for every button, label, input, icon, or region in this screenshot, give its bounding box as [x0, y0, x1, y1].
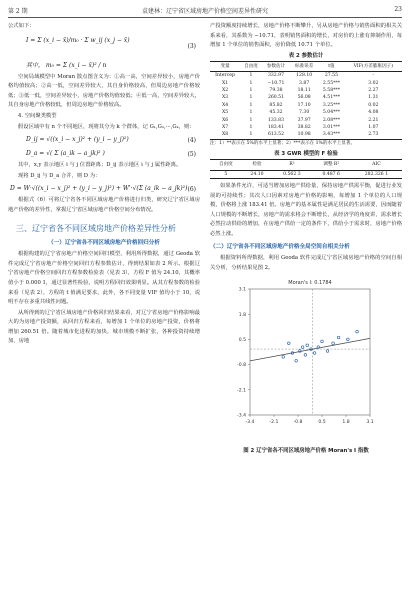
table-row: [210, 131, 402, 139]
equation-4: [8, 133, 200, 147]
table-cell: 45.32: [269, 110, 283, 116]
paragraph: 其中，x,y 表示地区 i 与 j 位置距离；D_ij 表示地区 i 与 j 属性距离。: [18, 162, 182, 169]
table-row: [210, 124, 402, 131]
table-cell: 1: [249, 110, 253, 116]
data-point: [326, 350, 329, 353]
table-cell: 1: [240, 131, 262, 139]
y-tick-label: -2.1: [237, 388, 246, 394]
table-header-cell: 标准误差: [290, 61, 318, 71]
table-cell: -: [372, 73, 375, 79]
table-3-caption: 表 3 GWR 模型的 F 检验: [274, 151, 338, 158]
table-cell: X4: [221, 102, 229, 108]
y-tick-label: 3.1: [238, 288, 246, 294]
table-cell: 0.562 3: [272, 170, 311, 178]
table-cell: 1: [249, 80, 253, 86]
y-tick-label: -0.8: [237, 363, 246, 369]
x-tick-label: 1.8: [342, 420, 350, 426]
table-header-cell: 调整 R²: [312, 160, 351, 170]
table-cell: 1: [249, 95, 253, 101]
y-tick-label: 0.5: [238, 338, 246, 344]
equation-body: I = Σ (x_i − x̄)/m₀ · Σ w_ij (x_j − x̄): [26, 36, 130, 44]
y-tick-label: 1.8: [238, 313, 246, 319]
x-tick-label: 0.5: [318, 420, 326, 426]
table-2-caption: 表 2 参数估计: [288, 52, 324, 59]
table-header-row: [210, 160, 402, 170]
table-header-row: [210, 61, 402, 71]
running-title: 袁建林：辽宁省区域房地产价格空间差异性研究: [141, 8, 268, 15]
table-cell: 18.11: [297, 88, 311, 93]
table-cell: 2.73: [345, 131, 402, 139]
paragraph: 假设区域中有 n 个不同地区，现将其分为 k 个群体，记 G₁,G₂,···,Gₖ，则：: [18, 123, 195, 130]
table-header-cell: t值: [318, 61, 344, 71]
table-cell: 3.43***: [318, 131, 344, 139]
table-row: [210, 170, 402, 178]
data-point: [282, 356, 285, 359]
plot-frame: [250, 289, 370, 415]
table-row: [210, 87, 402, 94]
x-tick-label: -0.8: [293, 420, 303, 426]
paragraph: 如果条件允许，可适当增加房地产供给量，保持房地产供需平衡，促进行业发展的可持续性；其次人口因素对房地产价格的影响，每增加 1 个单位的人口规模，价格将上涨 183.41 倍。房地产的基本属性是满足居民的生活需要，因而随着人口规模的不断增长，房地产的需求将会不断增长，从经济学的角度讲，需求增长必然拉动供给的增加，在房地产供给一定的条件下，供给小于需求时，房地产价格必然上涨。: [210, 183, 402, 238]
left-column: [8, 22, 200, 348]
x-tick-label: -2.1: [269, 420, 279, 426]
table-header-cell: 变量: [210, 61, 240, 71]
data-point: [306, 344, 309, 347]
table-header-cell: 自由度: [240, 61, 262, 71]
table-cell: 24.10: [242, 170, 272, 178]
table-header-cell: R²: [272, 160, 311, 170]
header-rule: [8, 17, 402, 18]
table-cell: X7: [221, 125, 229, 131]
equation-3: [8, 33, 200, 59]
table-cell: 37.97: [297, 117, 311, 123]
paragraph: 从所得到的辽宁省区域房地产价格回归结果来看，对辽宁省房地产价格影响最大的为房地产投资额，从回归方程来看，每增加 1 个单位的房地产投资，价格将增加 260.51 倍。随着城市化进程的加快，城市规模不断扩张，各种投资持续增加，房地: [8, 309, 200, 345]
table-cell: 3.25***: [322, 102, 341, 108]
table-cell: X3: [221, 95, 229, 101]
paragraph: 根据构建的辽宁省房地产价格空间回归模型，利用所得数据，通过 Geoda 软件完成辽宁省房地产价格空间回归方程参数估计，得到结果如表 2 所示。根据辽宁省房地产价格空间回归方程参数检验表（见表 3），方程 F 值为 24.10，其概率值小于 0.000 1，通过显著性检验，说明方程回归效果明显。从其方程参数的检验来看（见表 2），方程的 t 值满足要求，此外，各不同变量 VIF 值均小于 10，说明不存在多重共线性问题。: [8, 251, 200, 306]
table-2: [210, 61, 402, 140]
table-cell: 3.02: [368, 80, 379, 86]
table-cell: 4.51***: [322, 95, 341, 101]
table-cell: 1: [249, 125, 253, 131]
table-header-cell: AIC: [351, 160, 402, 170]
table-header-cell: VIF(方差膨胀因子): [345, 61, 402, 71]
data-point: [301, 346, 304, 349]
x-tick-label: -3.4: [245, 420, 255, 426]
table-cell: 7.30: [299, 110, 310, 116]
table-cell: X1: [221, 80, 229, 86]
data-point: [287, 342, 290, 345]
data-point: [304, 354, 307, 357]
paragraph: 公式如下：: [8, 23, 35, 29]
equation-body: D = W·√((x_i − x_j)² + (y_i − y_j)²) + W'·√(Σ (a_ik − a_jk)²): [10, 185, 188, 193]
moran-scatter-chart: [210, 275, 402, 443]
moran-scatter-svg: [210, 275, 402, 437]
table-cell: 0.02: [368, 102, 379, 108]
data-point: [337, 337, 340, 340]
table-cell: 85.82: [269, 102, 283, 108]
table-cell: 1: [249, 102, 253, 108]
table-cell: 1.31: [368, 95, 379, 101]
table-header-cell: 参数估计: [262, 61, 290, 71]
data-point: [356, 331, 359, 334]
data-point: [313, 352, 316, 355]
table-cell: 2.08***: [322, 117, 341, 123]
data-point: [295, 360, 298, 363]
table-cell: 27.55: [324, 73, 339, 79]
equation-body: 其中， m₀ = Σ (x_i − x̄)² / n: [26, 61, 107, 69]
right-column: [210, 22, 402, 457]
table-cell: 17.10: [297, 102, 311, 108]
subsection-heading: （二）辽宁省各不同区域房地产价格全局空间自相关分析: [210, 243, 350, 250]
table-cell: 3.01***: [322, 125, 341, 131]
table-cell: X8: [210, 131, 240, 139]
data-point: [332, 342, 335, 345]
table-cell: X5: [221, 110, 229, 116]
equation-number: (6): [187, 186, 196, 194]
table-cell: 1: [249, 88, 253, 93]
paragraph: 产投资额度持续增长，房地产价格不断攀升，另从房地产价格与销售面积的相关关系来看，其系数为 −10.71，表明销售面积的增长，对房价的上涨有抑制作用，每增加 1 个单位的销售面积，房价降低 10.71 个单位。: [210, 23, 402, 49]
table-cell: 5: [210, 170, 242, 178]
data-point: [321, 340, 324, 343]
table-cell: 260.51: [267, 95, 285, 101]
table-cell: 613.52: [262, 131, 290, 139]
table-row: [210, 94, 402, 101]
y-tick-label: -3.4: [237, 414, 246, 420]
x-tick-label: 3.1: [366, 420, 374, 426]
equation-body: D_ij = √((x_i − x_j)² + (y_i − y_j)²): [26, 136, 129, 144]
table-2-note: 注：1）**表示在 5%的水平上显著；2）***表示在 1%的水平上显著。: [210, 140, 356, 146]
table-cell: 2.21: [368, 117, 379, 123]
section-heading: 三、辽宁省各不同区域房地产价格差异性分析: [16, 223, 176, 233]
paragraph: 根据资料所得数据，利用 Geoda 软件完成辽宁省区域房地产价格的空间自相关分析，分析结果见图 2。: [210, 255, 402, 271]
table-cell: Intercep: [215, 73, 235, 79]
issue-number: 第 2 期: [8, 8, 28, 15]
table-cell: 1: [249, 117, 253, 123]
table-row: [210, 102, 402, 109]
equation-number: (3): [187, 42, 196, 50]
table-cell: 0.487 6: [312, 170, 351, 178]
table-cell: 332.97: [267, 73, 285, 79]
figure-2-caption: 图 2 辽宁省各不同区域房地产价格 Moran's I 指数: [243, 448, 369, 455]
table-cell: 10.98: [290, 131, 318, 139]
table-header-cell: 检验: [242, 160, 272, 170]
table-cell: 2.27: [368, 88, 379, 93]
table-cell: 4.08: [368, 110, 379, 116]
table-cell: X2: [221, 88, 229, 93]
table-cell: 133.83: [267, 117, 285, 123]
table-cell: X6: [221, 117, 229, 123]
table-cell: 183.41: [267, 125, 285, 131]
table-cell: 5.04***: [322, 110, 341, 116]
table-row: [210, 80, 402, 87]
data-point: [347, 339, 350, 342]
page-number: 23: [394, 6, 402, 13]
table-header-cell: 自由度: [210, 160, 242, 170]
chart-title: Moran's I: 0.1784: [288, 280, 332, 287]
table-cell: 56.08: [297, 95, 311, 101]
equation-body: D_a = √( Σ (a_ik − a_jk)² ): [26, 150, 105, 158]
table-cell: 5.58***: [322, 88, 341, 93]
table-3: [210, 159, 402, 179]
table-cell: −10.71: [267, 80, 285, 86]
subsection-heading: （一）辽宁省各不同区域房地产价格回归分析: [48, 239, 160, 246]
paragraph-heading: 4. 空间聚类模型: [18, 112, 57, 119]
table-row: [210, 117, 402, 124]
table-cell: 1: [249, 73, 253, 79]
equation-number: (4): [187, 137, 196, 145]
table-cell: 128.10: [296, 73, 313, 79]
table-cell: 3.87: [299, 80, 310, 86]
equation-3b: [8, 59, 200, 73]
table-cell: 282.326 1: [351, 170, 402, 178]
table-cell: 79.38: [269, 88, 283, 93]
table-cell: 1.07: [368, 125, 379, 131]
equation-6: [8, 182, 200, 196]
table-cell: 38.82: [297, 125, 311, 131]
table-row: [210, 72, 402, 80]
paragraph: 空间局域模型中 Moran 散点图含义为：①高一高，空间差异较小，房地产价格均值较高；②高一低，空间差异较大，其自身价格较高，但周边房地产价格较低；③低一低，空间差异较小，房地产价格均值较低；④低一高，空间差异较大，其自身房地产价格较低，但周边房地产价格较高。: [8, 73, 200, 109]
table-cell: 2.55***: [322, 80, 341, 86]
paragraph: 根据式（6）可将辽宁省各不同区域房地产价格进行归类，研究辽宁省区域房地产价格的差异性，掌握辽宁省区域房地产价格空间分布情况。: [8, 197, 200, 213]
table-row: [210, 109, 402, 116]
paragraph: 现将 D_ij 与 D_a 合并，则 D 为：: [18, 172, 101, 179]
equation-number: (5): [187, 151, 196, 159]
equation-5: [8, 147, 200, 161]
